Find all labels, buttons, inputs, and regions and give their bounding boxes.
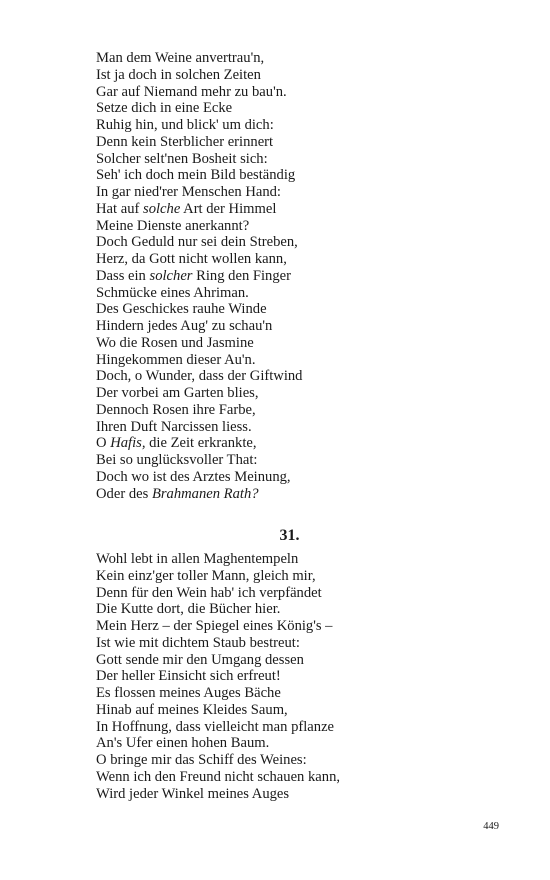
line-text: Ring den Finger — [192, 267, 291, 284]
line-text: Wird jeder Winkel meines Auges — [96, 785, 290, 802]
poem-line — [96, 335, 302, 352]
italic-text: Brahmanen Rath? — [151, 485, 259, 502]
line-text: Doch Geduld nur sei dein Streben, — [96, 234, 298, 251]
poem-line — [96, 201, 302, 218]
line-text: Hindern jedes Aug' zu schau'n — [96, 318, 273, 334]
line-text: Denn für den Wein hab' ich verpfändet — [96, 584, 322, 601]
line-text: Dass ein — [96, 267, 150, 284]
poem-line — [96, 50, 302, 67]
line-text: Man dem Weine anvertrau'n, — [96, 50, 265, 66]
poem-line — [96, 635, 340, 652]
poem-line — [96, 385, 302, 402]
line-text: Setze dich in eine Ecke — [96, 100, 233, 117]
line-text: Bei so unglücksvoller That: — [96, 452, 258, 468]
poem-line — [96, 117, 302, 134]
line-text: Wenn ich den Freund nicht schauen kann, — [96, 768, 341, 785]
line-text: Des Geschickes rauhe Winde — [96, 301, 267, 318]
poem-line — [96, 285, 302, 302]
poem-31-text — [96, 551, 340, 802]
poem-line — [96, 469, 302, 486]
line-text: Hingekommen dieser Au'n. — [96, 351, 256, 368]
line-text: Meine Dienste anerkannt? — [96, 217, 250, 234]
line-text: Hat auf — [96, 200, 144, 217]
line-text: In gar nied'rer Menschen Hand: — [96, 184, 281, 200]
line-text: Gott sende mir den Umgang dessen — [96, 651, 304, 668]
line-text: O — [96, 435, 111, 452]
line-text: Ist ja doch in solchen Zeiten — [96, 66, 261, 83]
poem-line — [96, 568, 340, 585]
line-text: Ihren Duft Narcissen liess. — [96, 418, 252, 435]
poem-line — [96, 668, 340, 685]
line-text: An's Ufer einen hohen Baum. — [96, 735, 270, 752]
line-text: Oder des — [96, 485, 152, 502]
line-text: Ist wie mit dichtem Staub bestreut: — [96, 634, 300, 651]
poem-line — [96, 786, 340, 803]
poem-line — [96, 218, 302, 235]
poem-line — [96, 301, 302, 318]
poem-line — [96, 402, 302, 419]
line-text: O bringe mir das Schiff des Weines: — [96, 752, 307, 768]
line-text: Wo die Rosen und Jasmine — [96, 334, 254, 351]
line-text: Dennoch Rosen ihre Farbe, — [96, 401, 256, 418]
poem-line — [96, 368, 302, 385]
line-text: Der vorbei am Garten blies, — [96, 385, 259, 401]
line-text: Art der Himmel — [180, 200, 277, 217]
poem-line — [96, 234, 302, 251]
poem-line — [96, 719, 340, 736]
poem-line — [96, 702, 340, 719]
line-text: Denn kein Sterblicher erinnert — [96, 133, 274, 150]
poem-line — [96, 601, 340, 618]
line-text: Es flossen meines Auges Bäche — [96, 685, 281, 701]
line-text: die Zeit erkrankte, — [145, 435, 257, 452]
poem-line — [96, 352, 302, 369]
line-text: In Hoffnung, dass vielleicht man pflanze — [96, 718, 335, 735]
poem-line — [96, 67, 302, 84]
poem-line — [96, 419, 302, 436]
poem-line — [96, 167, 302, 184]
line-text: Kein einz'ger toller Mann, gleich mir, — [96, 567, 316, 584]
line-text: Ruhig hin, und blick' um dich: — [96, 117, 274, 133]
line-text: Schmücke eines Ahriman. — [96, 284, 249, 301]
italic-text: Hafis, — [110, 435, 146, 452]
line-text: Seh' ich doch mein Bild beständig — [96, 167, 296, 184]
poem-line — [96, 486, 302, 503]
poem-line — [96, 769, 340, 786]
poem-line — [96, 184, 302, 201]
line-text: Der heller Einsicht sich erfreut! — [96, 668, 281, 685]
poem-line — [96, 134, 302, 151]
poem-line — [96, 551, 340, 568]
page-number: 449 — [483, 821, 499, 832]
line-text: Gar auf Niemand mehr zu bau'n. — [96, 83, 287, 100]
poem-line — [96, 318, 302, 335]
poem-number-heading: 31. — [279, 527, 300, 544]
poem-line — [96, 251, 302, 268]
poem-line — [96, 685, 340, 702]
line-text: Herz, da Gott nicht wollen kann, — [96, 251, 287, 267]
poem-continued-text — [96, 50, 302, 502]
italic-text: solcher — [149, 267, 193, 284]
line-text: Solcher selt'nen Bosheit sich: — [96, 150, 268, 167]
poem-line — [96, 652, 340, 669]
poem-line — [96, 268, 302, 285]
poem-line — [96, 151, 302, 168]
line-text: Doch, o Wunder, dass der Giftwind — [96, 368, 303, 385]
poem-line — [96, 84, 302, 101]
poem-line — [96, 735, 340, 752]
poem-line — [96, 585, 340, 602]
italic-text: solche — [143, 200, 181, 217]
line-text: Die Kutte dort, die Bücher hier. — [96, 601, 281, 618]
poem-line — [96, 435, 302, 452]
poem-line — [96, 618, 340, 635]
line-text: Mein Herz – der Spiegel eines König's – — [96, 618, 333, 634]
line-text: Wohl lebt in allen Maghentempeln — [96, 551, 299, 567]
poem-line — [96, 100, 302, 117]
poem-line — [96, 452, 302, 469]
line-text: Hinab auf meines Kleides Saum, — [96, 701, 288, 718]
poem-line — [96, 752, 340, 769]
line-text: Doch wo ist des Arztes Meinung, — [96, 468, 291, 485]
